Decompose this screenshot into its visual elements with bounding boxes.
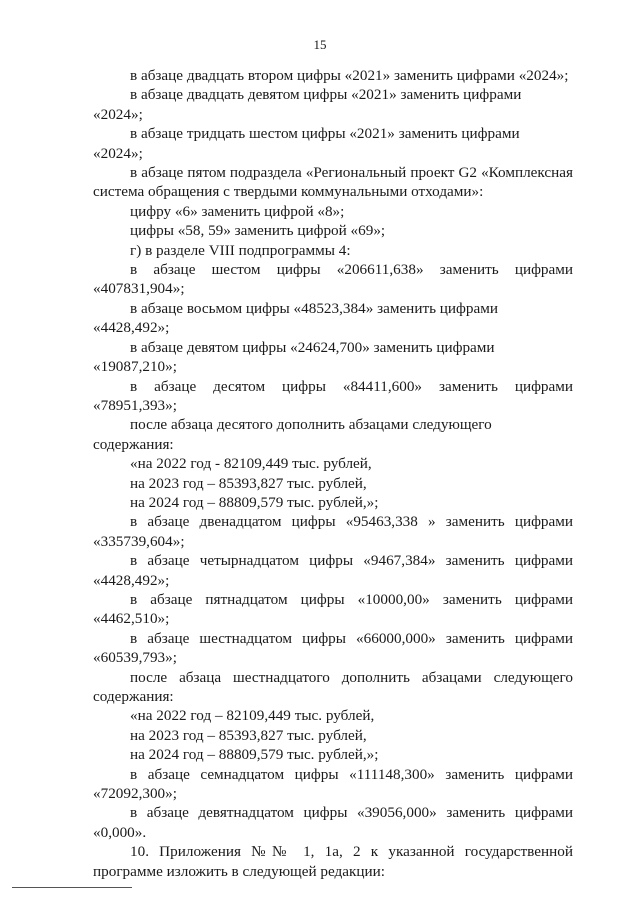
paragraph: на 2024 год – 88809,579 тыс. рублей,»; — [130, 746, 379, 764]
paragraph: в абзаце пятом подраздела «Региональный проект G2 «Комплексная система обращения с твердыми коммунальными отходами»: — [93, 164, 573, 201]
paragraph: в абзаце шестом цифры «206611,638» заменить цифрами «407831,904»; — [93, 261, 573, 298]
paragraph: в абзаце восьмом цифры «48523,384» заменить цифрами «4428,492»; — [93, 299, 498, 337]
page-number: 15 — [313, 37, 327, 52]
paragraph: в абзаце шестнадцатом цифры «66000,000» заменить цифрами «60539,793»; — [93, 629, 573, 667]
paragraph: после абзаца шестнадцатого дополнить абзацами следующего содержания: — [93, 668, 573, 705]
paragraph: «на 2022 год - 82109,449 тыс. рублей, — [130, 455, 372, 473]
paragraph: на 2023 год – 85393,827 тыс. рублей, — [130, 474, 367, 492]
paragraph: в абзаце пятнадцатом цифры «10000,00» заменить цифрами «4462,510»; — [93, 590, 573, 628]
footer-rule — [12, 887, 132, 888]
paragraph: в абзаце двадцать девятом цифры «2021» заменить цифрами «2024»; — [93, 86, 522, 123]
paragraph: в абзаце четырнадцатом цифры «9467,384» заменить цифрами «4428,492»; — [93, 552, 573, 589]
paragraph: в абзаце двенадцатом цифры «95463,338 » заменить цифрами «335739,604»; — [93, 513, 573, 550]
paragraph: в абзаце девятом цифры «24624,700» заменить цифрами «19087,210»; — [93, 338, 495, 376]
paragraph: цифры «58, 59» заменить цифрой «69»; — [130, 222, 386, 240]
paragraph: в абзаце тридцать шестом цифры «2021» заменить цифрами «2024»; — [93, 125, 520, 162]
paragraph: г) в разделе VIII подпрограммы 4: — [130, 241, 351, 259]
paragraph: 10. Приложения №№ 1, 1а, 2 к указанной государственной программе изложить в следующей редакции: — [93, 843, 573, 880]
paragraph: «на 2022 год – 82109,449 тыс. рублей, — [130, 707, 375, 725]
paragraph: в абзаце семнадцатом цифры «111148,300» заменить цифрами «72092,300»; — [93, 765, 573, 803]
document-body — [93, 66, 573, 881]
paragraph: в абзаце двадцать втором цифры «2021» заменить цифрами «2024»; — [130, 67, 569, 84]
paragraph: в абзаце девятнадцатом цифры «39056,000» заменить цифрами «0,000». — [93, 804, 573, 841]
paragraph: на 2024 год – 88809,579 тыс. рублей,»; — [130, 493, 379, 511]
paragraph: после абзаца десятого дополнить абзацами следующего содержания: — [93, 416, 492, 453]
paragraph: на 2023 год – 85393,827 тыс. рублей, — [130, 726, 367, 744]
paragraph: цифру «6» заменить цифрой «8»; — [130, 202, 345, 220]
paragraph: в абзаце десятом цифры «84411,600» заменить цифрами «78951,393»; — [93, 377, 573, 414]
